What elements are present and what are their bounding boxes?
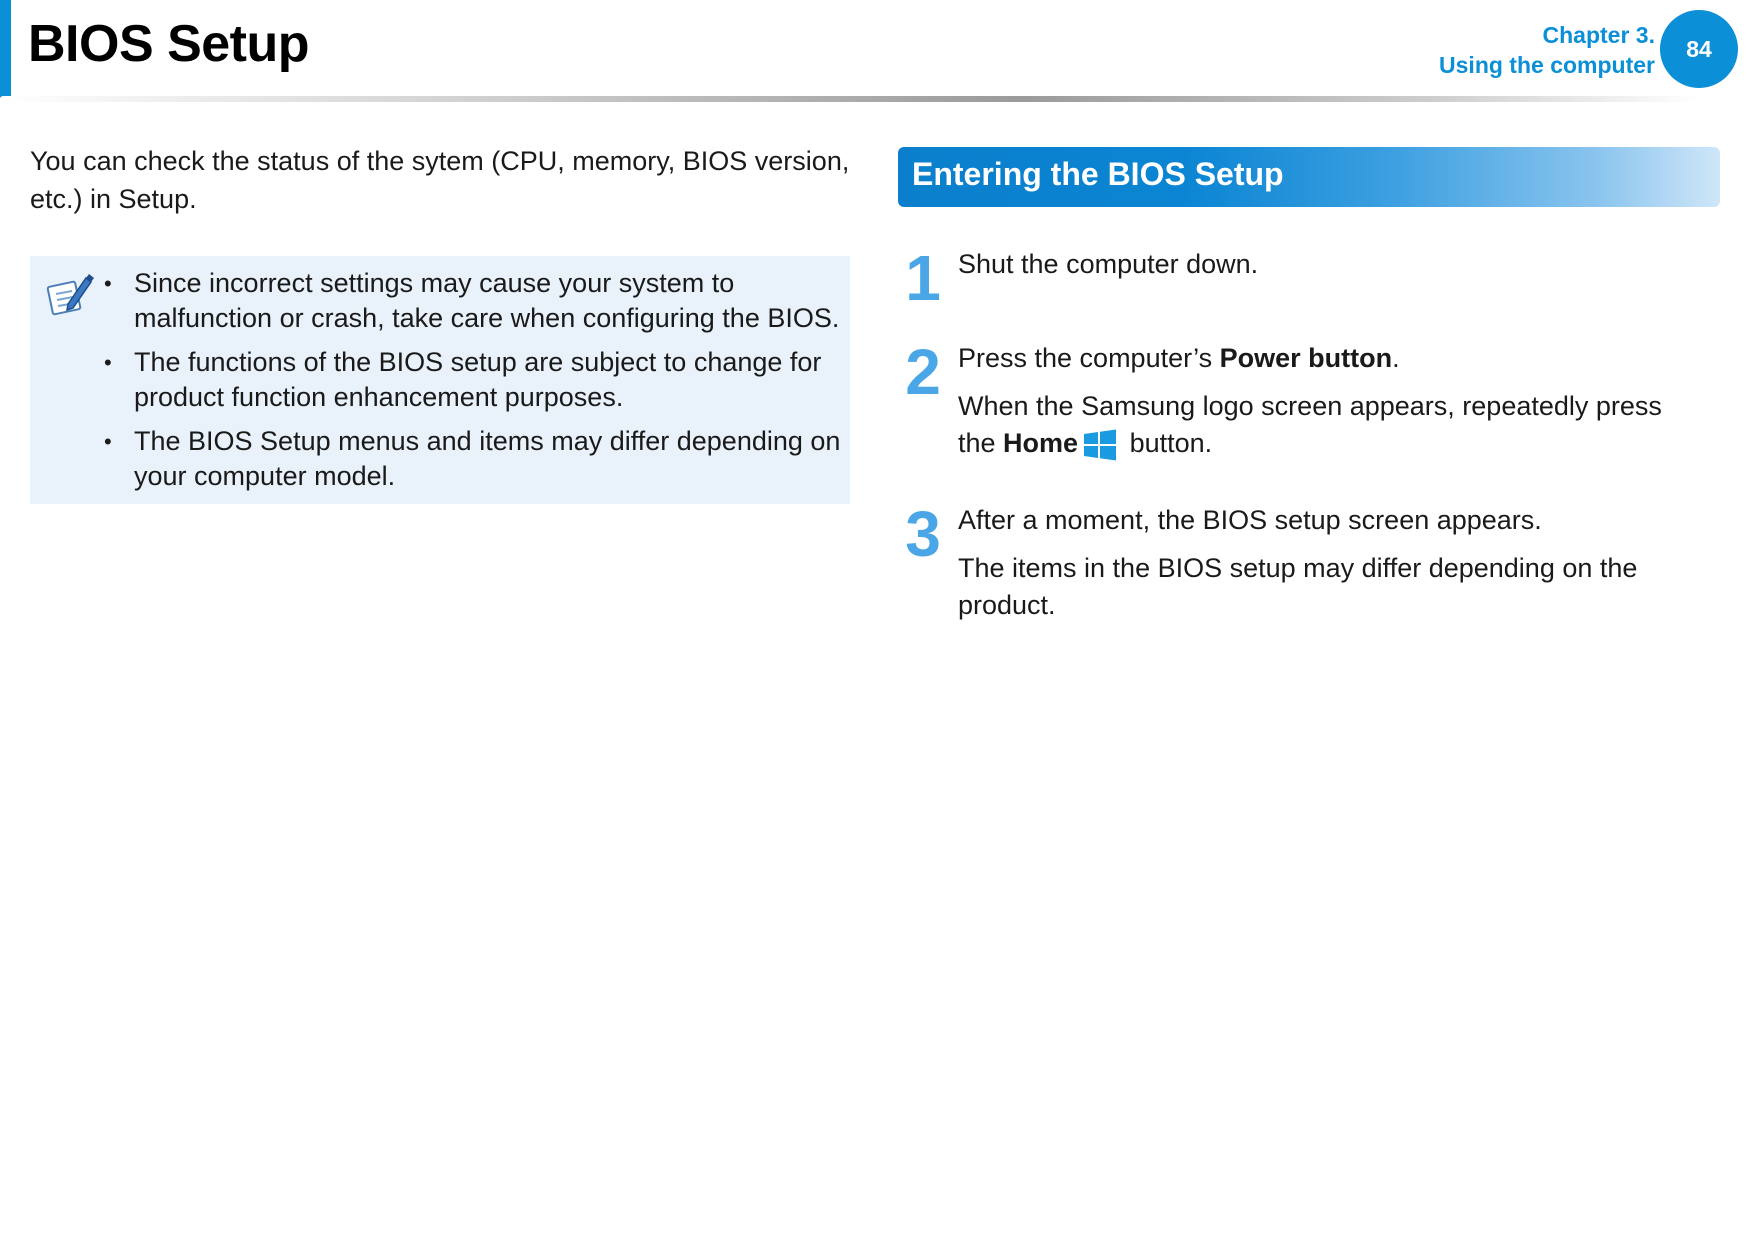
note-box <box>30 256 850 504</box>
page-title: BIOS Setup <box>28 15 310 73</box>
header-accent-bar <box>0 0 11 98</box>
chapter-number: Chapter 3. <box>1542 22 1655 48</box>
step-subtext <box>958 388 1698 462</box>
section-title: Entering the BIOS Setup <box>912 156 1284 192</box>
page-number-badge: 84 <box>1660 10 1738 88</box>
section-header <box>898 147 1720 207</box>
step-text-part: When the Samsung logo screen appears, repeatedly press the <box>958 391 1662 458</box>
intro-paragraph: You can check the status of the sytem (CPU, memory, BIOS version, etc.) in Setup. <box>30 146 850 214</box>
step-number: 2 <box>905 336 941 408</box>
bullet: • <box>104 429 112 454</box>
note-item <box>104 345 844 415</box>
bullet: • <box>104 350 112 375</box>
step-text-part: button. <box>1122 428 1213 458</box>
note-list <box>104 266 844 503</box>
step-body <box>958 502 1698 624</box>
step-text-part: Press the computer’s <box>958 343 1220 373</box>
note-item <box>104 424 844 494</box>
chapter-label <box>1439 20 1655 80</box>
step-number: 1 <box>905 242 941 314</box>
note-pencil-icon <box>44 270 94 320</box>
note-item-text: The functions of the BIOS setup are subject to change for product function enhancement purposes. <box>134 347 822 412</box>
header-divider <box>0 96 1700 102</box>
note-item <box>104 266 844 336</box>
note-item-text: The BIOS Setup menus and items may differ depending on your computer model. <box>134 426 841 491</box>
chapter-title: Using the computer <box>1439 52 1655 78</box>
step-text: After a moment, the BIOS setup screen appears. <box>958 505 1542 535</box>
windows-logo-icon <box>1082 428 1118 462</box>
step-body <box>958 246 1698 283</box>
power-button-label: Power button <box>1219 343 1393 373</box>
step-text: Shut the computer down. <box>958 249 1259 279</box>
step-number: 3 <box>905 498 941 570</box>
note-item-text: Since incorrect settings may cause your system to malfunction or crash, take care when configuring the BIOS. <box>134 268 840 333</box>
step-text <box>958 340 1698 377</box>
step-text-part: . <box>1392 343 1400 373</box>
step-body <box>958 340 1698 462</box>
step-subtext: The items in the BIOS setup may differ depending on the product. <box>958 553 1638 620</box>
home-button-label: Home <box>1003 428 1079 458</box>
bullet: • <box>104 271 112 296</box>
